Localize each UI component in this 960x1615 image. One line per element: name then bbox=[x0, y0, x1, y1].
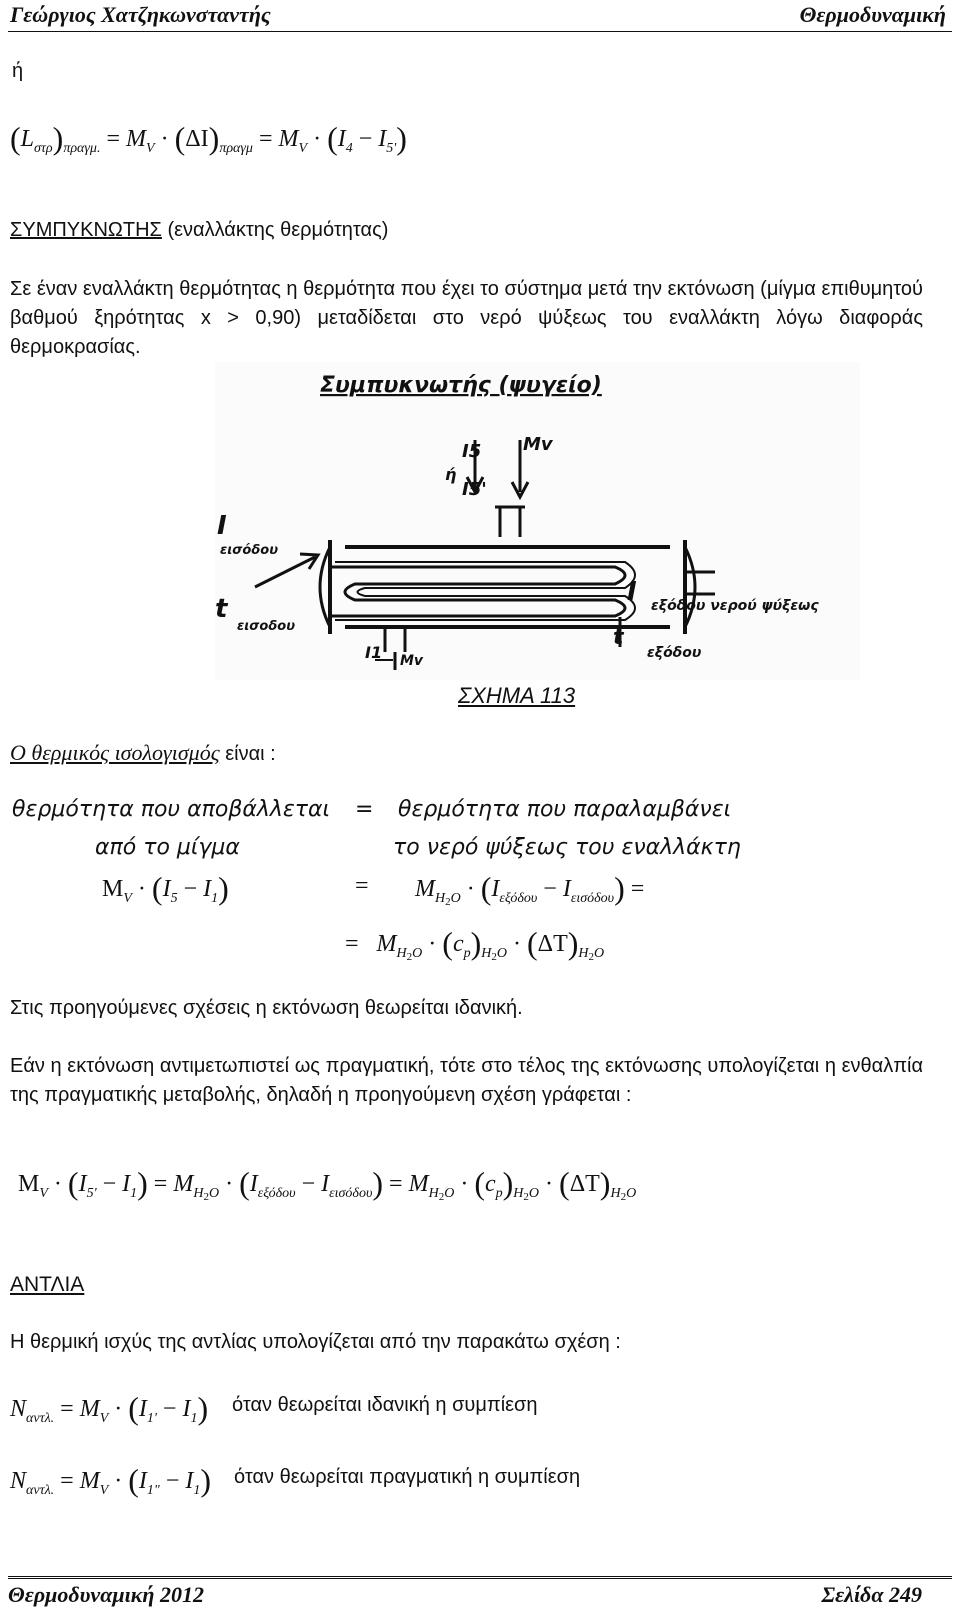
header-subject: Θερμοδυναμική bbox=[799, 2, 946, 27]
condenser-figure bbox=[215, 362, 860, 680]
label-in-1: εισόδου bbox=[220, 543, 278, 558]
label-I-in: I bbox=[217, 511, 227, 541]
label-I1: I1 bbox=[365, 643, 383, 662]
footer-rule bbox=[8, 1576, 952, 1581]
pump-paragraph: Η θερμική ισχύς της αντλίας υπολογίζεται από την παρακάτω σχέση : bbox=[10, 1331, 621, 1353]
header-author: Γεώργιος Χατζηκωνσταντής bbox=[10, 2, 271, 27]
label-t-in: t bbox=[215, 594, 228, 624]
footer-right: Σελίδα 249 bbox=[821, 1582, 922, 1607]
condenser-heading-line bbox=[10, 219, 388, 242]
balance-right-2: το νερό ψύξεως του εναλλάκτη bbox=[393, 835, 741, 860]
equation-pump-real: $N_{\alpha\nu\tau\lambda.} = M_V \cdot (I_{1"} - I_1)$ bbox=[10, 1462, 212, 1498]
real-paragraph: Εάν η εκτόνωση αντιμετωπιστεί ως πραγματική, τότε στο τέλος της εκτόνωσης υπολογίζεται η ενθαλπία της πραγματικής μεταβολής, δηλαδή η προηγούμενη σχέση γράφεται : bbox=[10, 1055, 923, 1106]
equation-pump-ideal: $N_{\alpha\nu\tau\lambda.} = M_V \cdot (I_{1'} - I_1)$ bbox=[10, 1390, 209, 1426]
label-t-out: t bbox=[613, 625, 624, 650]
condenser-paragraph: Σε έναν εναλλάκτη θερμότητας η θερμότητα που έχει το σύστημα μετά την εκτόνωση (μίγμα επιθυμητού βαθμού ξηρότητας x > 0,90) μεταδίδεται στο νερό ψύξεως του εναλλάκτη λόγω διαφοράς θερμοκρασίας. bbox=[10, 278, 923, 358]
footer-left: Θερμοδυναμική 2012 bbox=[8, 1582, 204, 1607]
condenser-diagram bbox=[215, 362, 860, 680]
equation-balance-left: $M_V \cdot (I_5 - I_1)$ bbox=[102, 870, 229, 906]
equation-balance-eq1: = bbox=[355, 873, 369, 899]
label-I5p: I5' bbox=[462, 479, 487, 500]
figure-caption: ΣΧΗΜΑ 113 bbox=[458, 683, 576, 708]
condenser-subheading: (εναλλάκτης θερμότητας) bbox=[167, 219, 389, 241]
label-mv-bottom: Mv bbox=[400, 653, 424, 669]
equation-balance-second: = $M_{H_2O} \cdot (c_p)_{H_2O} \cdot (\Delta T)_{H_2O}$ bbox=[345, 925, 605, 963]
label-mv-top: Mv bbox=[523, 434, 553, 455]
equation-balance-right: $M_{H_2O} \cdot (I_{\varepsilon\xi ό\delta o\upsilon} - I_{\varepsilon\iota\sigma ό\delta o\upsilon})$ = bbox=[415, 870, 645, 908]
or-word: ή bbox=[12, 60, 24, 82]
balance-eq-sign: = bbox=[355, 797, 374, 822]
figure-title: Συμπυκνωτής (ψυγείο) bbox=[320, 373, 602, 398]
header-rule bbox=[8, 31, 952, 32]
condenser-heading: ΣΥΜΠΥΚΝΩΤΗΣ bbox=[10, 219, 162, 241]
label-in-2: εισοδου bbox=[237, 619, 295, 634]
label-out-water: εξόδου νερού ψύξεως bbox=[651, 598, 819, 614]
pump-real-text: όταν θεωρείται πραγματική η συμπίεση bbox=[234, 1466, 581, 1488]
balance-right-1: θερμότητα που παραλαμβάνει bbox=[398, 797, 732, 822]
balance-left-2: από το μίγμα bbox=[95, 835, 240, 860]
balance-heading-line bbox=[10, 740, 276, 766]
label-out: εξόδου bbox=[647, 645, 702, 661]
ideal-note: Στις προηγούμενες σχέσεις η εκτόνωση θεωρείται ιδανική. bbox=[10, 997, 523, 1019]
pump-ideal-text: όταν θεωρείται ιδανική η συμπίεση bbox=[232, 1394, 538, 1416]
equation-real-balance: $M_V \cdot (I_{5'} - I_1) = M_{H_2O} \cdot (I_{\varepsilon\xi ό\delta o\upsilon} - I_{\varepsilon\iota\sigma ό\delta o\upsilon}) = M_{H_2O} \cdot (c_p)_{H_2O} \cdot (\Delta T)_{H_2O}$ bbox=[18, 1165, 637, 1203]
label-I-out: I bbox=[627, 577, 637, 607]
label-or: ή bbox=[445, 465, 457, 484]
equation-real-work: $(L_{\sigma\tau\rho})_{\pi\rho\alpha\gamma\mu.} = M_V \cdot (\Delta I)_{\pi\rho\alpha\gamma\mu} = M_V \cdot (I_4 - I_{5'})$ bbox=[10, 120, 407, 156]
balance-heading-rest: είναι : bbox=[225, 743, 276, 765]
pump-heading: ΑΝΤΛΙΑ bbox=[10, 1273, 85, 1296]
label-I5: I5 bbox=[462, 441, 482, 462]
balance-left-1: θερμότητα που αποβάλλεται bbox=[12, 797, 331, 822]
balance-heading: Ο θερμικός ισολογισμός bbox=[10, 740, 220, 765]
